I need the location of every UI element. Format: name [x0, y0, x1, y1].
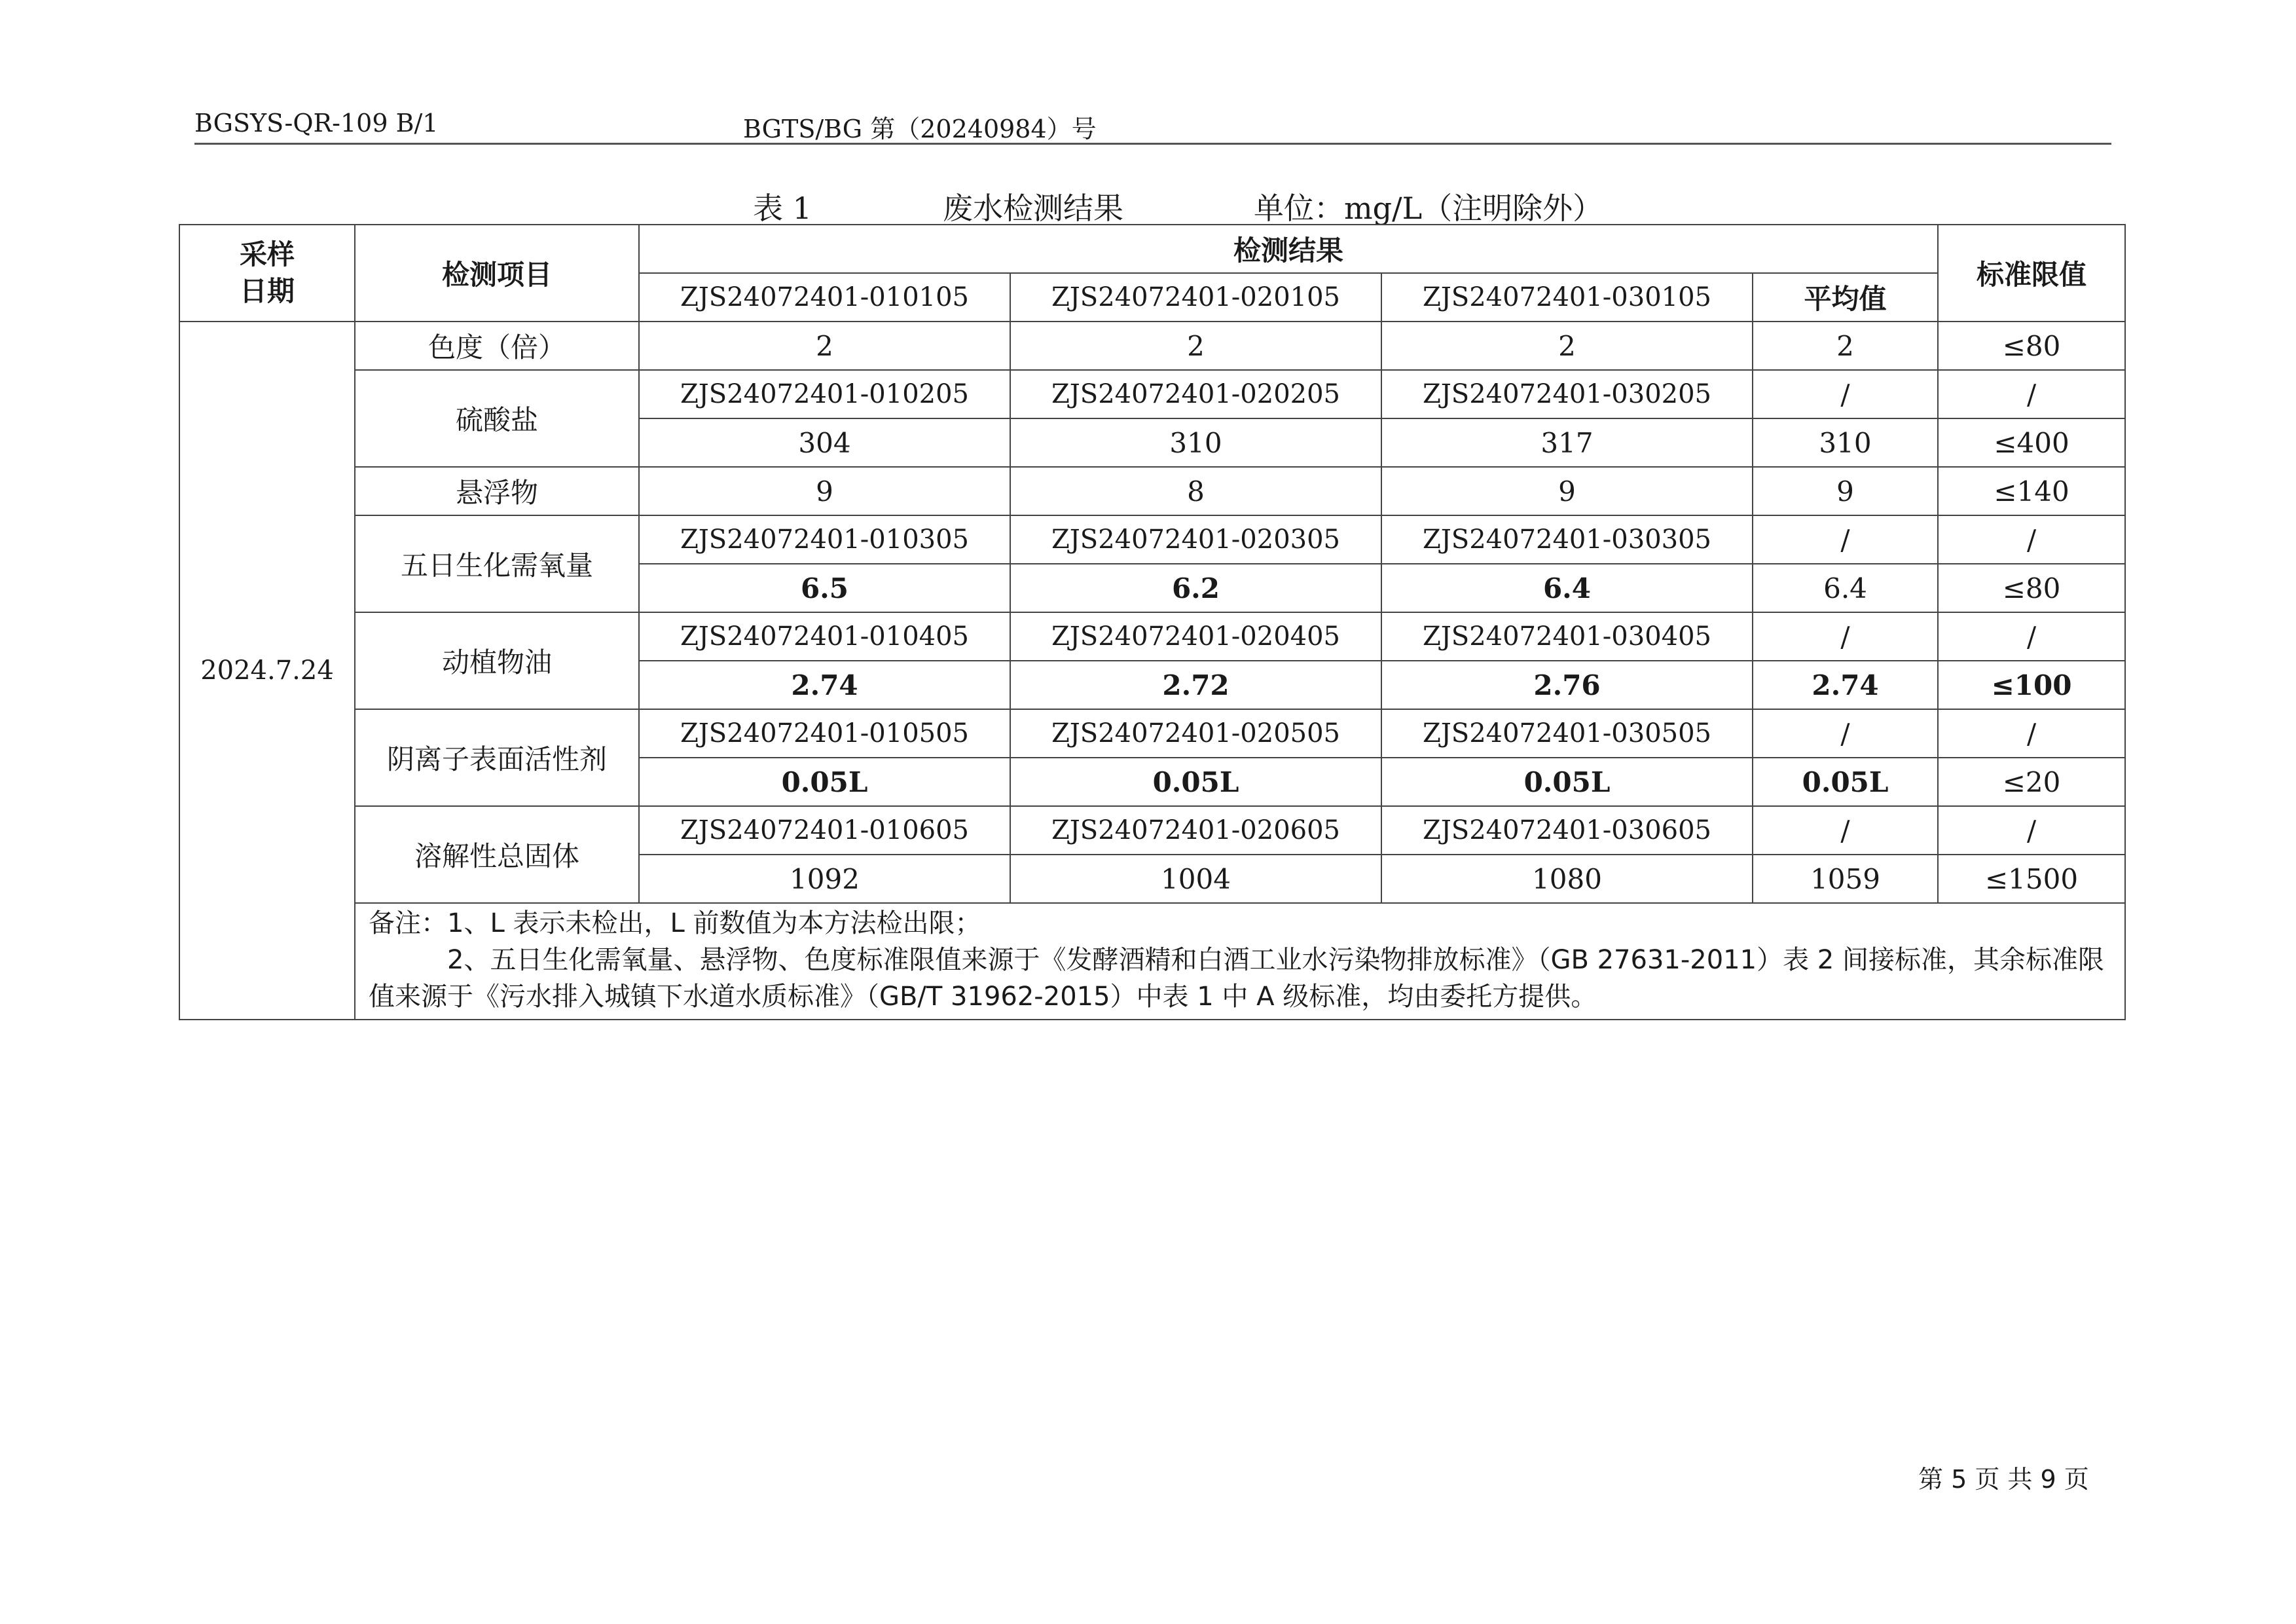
value-cell: 8 — [1010, 467, 1381, 515]
table-row — [179, 515, 2125, 564]
limit-cell: ≤1500 — [1938, 855, 2125, 903]
sample-id-cell: ZJS24072401-030205 — [1381, 370, 1753, 418]
table-row — [179, 806, 2125, 855]
sample-id-cell: ZJS24072401-010305 — [639, 515, 1010, 564]
header-date — [179, 225, 355, 322]
header-sample-2: ZJS24072401-020105 — [1010, 273, 1381, 322]
average-cell: 310 — [1753, 418, 1938, 467]
note-line-2: 2、五日生化需氧量、悬浮物、色度标准限值来源于《发酵酒精和白酒工业水污染物排放标准》（GB 27631-2011）表 2 间接标准，其余标准限值来源于《污水排入城镇下水道水质标准》（GB/T 31962-2015）中表 1 中 A 级标准，均由委托方提供。 — [369, 945, 2104, 1012]
value-cell: 2.72 — [1010, 661, 1381, 709]
item-name: 五日生化需氧量 — [355, 515, 639, 612]
limit-cell: / — [1938, 370, 2125, 418]
form-code: BGSYS-QR-109 B/1 — [194, 109, 439, 138]
limit-cell: ≤20 — [1938, 758, 2125, 806]
value-cell: 0.05L — [1381, 758, 1753, 806]
value-cell: 6.4 — [1381, 564, 1753, 612]
limit-cell: / — [1938, 612, 2125, 661]
table-row — [179, 612, 2125, 661]
header-limit: 标准限值 — [1938, 225, 2125, 322]
average-cell: / — [1753, 515, 1938, 564]
table-row — [179, 370, 2125, 418]
item-name: 硫酸盐 — [355, 370, 639, 467]
limit-cell: ≤140 — [1938, 467, 2125, 515]
header-date-line1: 采样 — [239, 238, 295, 270]
value-cell: 2 — [639, 322, 1010, 370]
sample-id-cell: ZJS24072401-010405 — [639, 612, 1010, 661]
value-cell: 9 — [639, 467, 1010, 515]
header-item: 检测项目 — [355, 225, 639, 322]
average-cell: 2 — [1753, 322, 1938, 370]
table-row — [179, 322, 2125, 370]
table-unit: 单位：mg/L（注明除外） — [1254, 191, 1603, 226]
notes-row — [179, 903, 2125, 1020]
table-label: 表 1 — [753, 191, 812, 226]
item-name: 动植物油 — [355, 612, 639, 709]
value-cell: 0.05L — [1010, 758, 1381, 806]
value-cell: 310 — [1010, 418, 1381, 467]
value-cell: 304 — [639, 418, 1010, 467]
sample-id-cell: ZJS24072401-020405 — [1010, 612, 1381, 661]
value-cell: 6.5 — [639, 564, 1010, 612]
sample-id-cell: ZJS24072401-030505 — [1381, 709, 1753, 758]
header-results: 检测结果 — [639, 225, 1938, 273]
note-line-1: 备注：1、L 表示未检出，L 前数值为本方法检出限； — [369, 908, 981, 938]
notes-cell — [355, 903, 2125, 1020]
item-name: 溶解性总固体 — [355, 806, 639, 903]
report-number: BGTS/BG 第（20240984）号 — [743, 115, 1097, 143]
average-cell: / — [1753, 806, 1938, 855]
sample-id-cell: ZJS24072401-020205 — [1010, 370, 1381, 418]
value-cell: 6.2 — [1010, 564, 1381, 612]
table-row — [179, 467, 2125, 515]
limit-cell: ≤80 — [1938, 322, 2125, 370]
value-cell: 317 — [1381, 418, 1753, 467]
sampling-date: 2024.7.24 — [179, 322, 355, 1020]
value-cell: 1080 — [1381, 855, 1753, 903]
header-date-line2: 日期 — [239, 275, 295, 307]
average-cell: 1059 — [1753, 855, 1938, 903]
sample-id-cell: ZJS24072401-020505 — [1010, 709, 1381, 758]
header-average: 平均值 — [1753, 273, 1938, 322]
limit-cell: ≤80 — [1938, 564, 2125, 612]
value-cell: 1004 — [1010, 855, 1381, 903]
value-cell: 2 — [1381, 322, 1753, 370]
sample-id-cell: ZJS24072401-010505 — [639, 709, 1010, 758]
header-sample-3: ZJS24072401-030105 — [1381, 273, 1753, 322]
value-cell: 9 — [1381, 467, 1753, 515]
sample-id-cell: ZJS24072401-020605 — [1010, 806, 1381, 855]
table-row — [179, 709, 2125, 758]
average-cell: 0.05L — [1753, 758, 1938, 806]
item-name: 悬浮物 — [355, 467, 639, 515]
average-cell: / — [1753, 709, 1938, 758]
sample-id-cell: ZJS24072401-030405 — [1381, 612, 1753, 661]
header-sample-1: ZJS24072401-010105 — [639, 273, 1010, 322]
average-cell: / — [1753, 370, 1938, 418]
average-cell: 9 — [1753, 467, 1938, 515]
value-cell: 2.74 — [639, 661, 1010, 709]
average-cell: 2.74 — [1753, 661, 1938, 709]
limit-cell: ≤100 — [1938, 661, 2125, 709]
limit-cell: / — [1938, 806, 2125, 855]
limit-cell: / — [1938, 709, 2125, 758]
header-row-1 — [179, 225, 2125, 273]
sample-id-cell: ZJS24072401-020305 — [1010, 515, 1381, 564]
page-number: 第 5 页 共 9 页 — [1918, 1465, 2089, 1494]
sample-id-cell: ZJS24072401-030305 — [1381, 515, 1753, 564]
results-table — [179, 224, 2126, 1020]
average-cell: 6.4 — [1753, 564, 1938, 612]
sample-id-cell: ZJS24072401-010205 — [639, 370, 1010, 418]
header-divider — [194, 143, 2111, 145]
sample-id-cell: ZJS24072401-030605 — [1381, 806, 1753, 855]
value-cell: 1092 — [639, 855, 1010, 903]
value-cell: 0.05L — [639, 758, 1010, 806]
value-cell: 2.76 — [1381, 661, 1753, 709]
item-name: 色度（倍） — [355, 322, 639, 370]
average-cell: / — [1753, 612, 1938, 661]
limit-cell: ≤400 — [1938, 418, 2125, 467]
value-cell: 2 — [1010, 322, 1381, 370]
limit-cell: / — [1938, 515, 2125, 564]
item-name: 阴离子表面活性剂 — [355, 709, 639, 806]
sample-id-cell: ZJS24072401-010605 — [639, 806, 1010, 855]
table-title: 废水检测结果 — [943, 191, 1123, 226]
